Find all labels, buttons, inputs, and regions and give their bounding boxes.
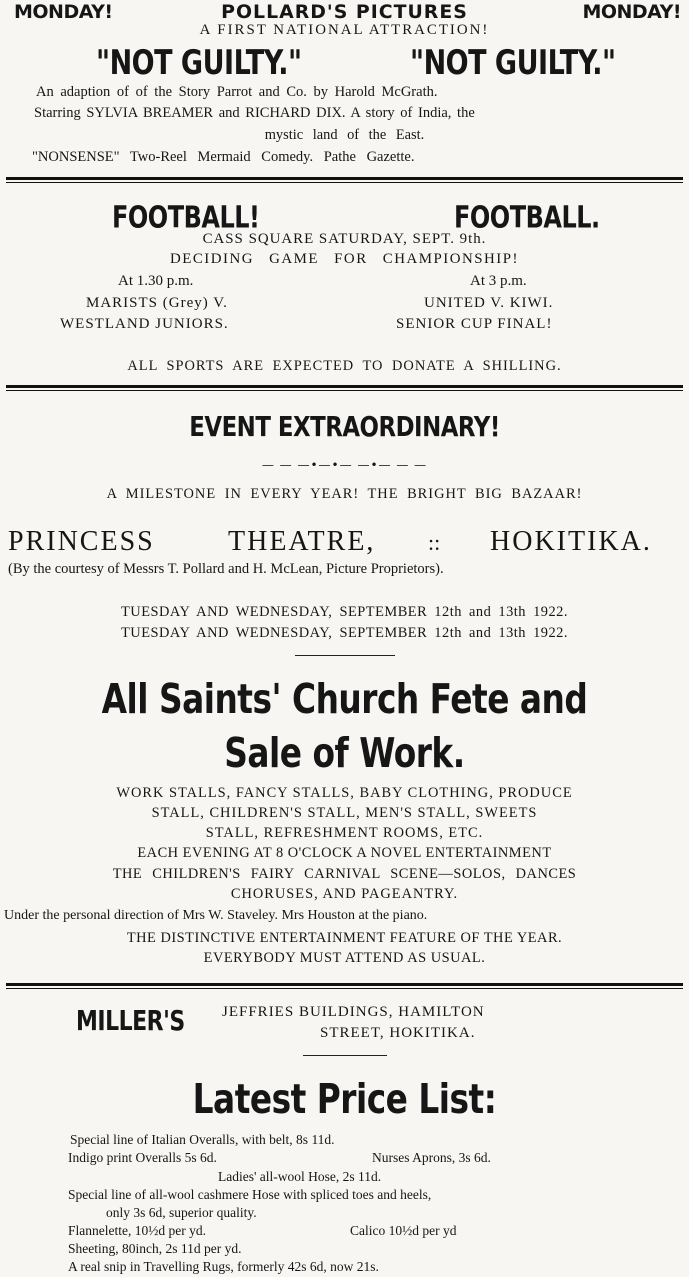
- evening-line-2: THE CHILDREN'S FAIRY CARNIVAL SCENE—SOLOS, DANCES: [112, 866, 577, 882]
- film-adaption-line: An adaption of of the Story Parrot and Co. by Harold McGrath.: [36, 84, 438, 100]
- film-nonsense-line: "NONSENSE" Two-Reel Mermaid Comedy. Pathe Gazette.: [32, 149, 415, 165]
- football-match-right-2: SENIOR CUP FINAL!: [396, 316, 553, 332]
- film-starring-line: Starring SYLVIA BREAMER and RICHARD DIX. A story of India, the: [34, 105, 475, 121]
- monday-left: MONDAY!: [14, 1, 113, 23]
- film-title-right: "NOT GUILTY.": [410, 44, 616, 83]
- pollards-pictures-ad: [0, 0, 689, 176]
- football-deciding-game: DECIDING GAME FOR CHAMPIONSHIP!: [169, 251, 519, 267]
- price-list-headline: Latest Price List:: [192, 1074, 497, 1123]
- football-time-right: At 3 p.m.: [470, 273, 527, 289]
- dates-line-1: TUESDAY AND WEDNESDAY, SEPTEMBER 12th and 13th 1922.: [121, 604, 568, 620]
- divider-rule: [6, 983, 683, 989]
- stalls-line-2: STALL, CHILDREN'S STALL, MEN'S STALL, SWEETS: [151, 805, 538, 821]
- venue-hokitika: HOKITIKA.: [490, 526, 652, 557]
- film-title-left: "NOT GUILTY.": [96, 44, 302, 83]
- price-item-nurses-aprons: Nurses Aprons, 3s 6d.: [372, 1150, 491, 1165]
- football-venue: CASS SQUARE SATURDAY, SEPT. 9th.: [202, 231, 487, 247]
- evening-line-1: EACH EVENING AT 8 O'CLOCK A NOVEL ENTERTAINMENT: [137, 845, 552, 861]
- direction-line: Under the personal direction of Mrs W. Staveley. Mrs Houston at the piano.: [4, 908, 428, 923]
- millers-ad: [0, 990, 689, 1277]
- price-item-ladies-hose: Ladies' all-wool Hose, 2s 11d.: [218, 1169, 382, 1184]
- monday-right: MONDAY!: [582, 1, 681, 23]
- venue-theatre: THEATRE,: [228, 526, 376, 557]
- milestone-line: A MILESTONE IN EVERY YEAR! THE BRIGHT BIG BAZAAR!: [106, 486, 583, 502]
- film-mystic-line: mystic land of the East.: [264, 127, 425, 143]
- short-divider: [303, 1055, 387, 1056]
- stalls-line-3: STALL, REFRESHMENT ROOMS, ETC.: [205, 825, 484, 841]
- price-item-cashmere-hose: Special line of all-wool cashmere Hose with spliced toes and heels,: [68, 1187, 432, 1202]
- courtesy-line: (By the courtesy of Messrs T. Pollard and H. McLean, Picture Proprietors).: [8, 561, 444, 577]
- football-ad: [0, 184, 689, 384]
- price-item-overalls: Special line of Italian Overalls, with belt, 8s 11d.: [70, 1132, 335, 1147]
- price-item-cashmere-price: only 3s 6d, superior quality.: [106, 1205, 257, 1220]
- church-fete-ad: [0, 392, 689, 982]
- price-item-calico: Calico 10½d per yd: [350, 1223, 457, 1238]
- football-match-left-2: WESTLAND JUNIORS.: [60, 316, 229, 332]
- price-item-indigo-overalls: Indigo print Overalls 5s 6d.: [68, 1150, 217, 1165]
- price-item-sheeting: Sheeting, 80inch, 2s 11d per yd.: [68, 1241, 242, 1256]
- first-national-attraction: A FIRST NATIONAL ATTRACTION!: [199, 22, 490, 38]
- fete-title-line-2: Sale of Work.: [224, 728, 465, 777]
- pollards-title: POLLARD'S PICTURES: [221, 1, 468, 23]
- price-item-flannelette: Flannelette, 10½d per yd.: [68, 1223, 206, 1238]
- millers-address-2: STREET, HOKITIKA.: [320, 1025, 476, 1041]
- football-match-left-1: MARISTS (Grey) V.: [86, 295, 228, 311]
- short-divider: [295, 655, 395, 656]
- football-donate-line: ALL SPORTS ARE EXPECTED TO DONATE A SHILLING.: [127, 358, 562, 374]
- feature-line: THE DISTINCTIVE ENTERTAINMENT FEATURE OF THE YEAR.: [126, 930, 563, 946]
- millers-name: MILLER'S: [76, 1006, 185, 1038]
- venue-separator: ::: [428, 530, 441, 555]
- football-time-left: At 1.30 p.m.: [118, 273, 194, 289]
- ornament-divider: — — —•—•— —•— — —: [261, 458, 428, 472]
- dates-line-2: TUESDAY AND WEDNESDAY, SEPTEMBER 12th and 13th 1922.: [121, 625, 568, 641]
- price-item-travelling-rugs: A real snip in Travelling Rugs, formerly 42s 6d, now 21s.: [68, 1259, 379, 1274]
- divider-rule: [6, 385, 683, 391]
- fete-title-line-1: All Saints' Church Fete and: [101, 674, 588, 723]
- stalls-line-1: WORK STALLS, FANCY STALLS, BABY CLOTHING, PRODUCE: [116, 785, 573, 801]
- football-title-right: FOOTBALL.: [454, 200, 600, 235]
- event-extraordinary-headline: EVENT EXTRAORDINARY!: [189, 412, 500, 444]
- football-title-left: FOOTBALL!: [112, 200, 260, 235]
- divider-rule: [6, 177, 683, 183]
- attend-line: EVERYBODY MUST ATTEND AS USUAL.: [203, 950, 486, 966]
- millers-address-1: JEFFRIES BUILDINGS, HAMILTON: [222, 1004, 485, 1020]
- venue-princess: PRINCESS: [8, 526, 155, 557]
- evening-line-3: CHORUSES, AND PAGEANTRY.: [230, 886, 459, 902]
- football-match-right-1: UNITED V. KIWI.: [424, 295, 554, 311]
